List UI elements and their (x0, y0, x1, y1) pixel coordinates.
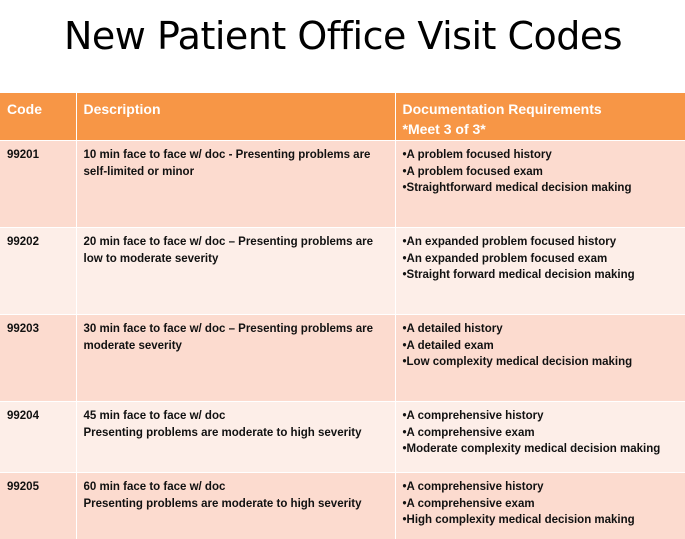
description-cell (76, 315, 395, 402)
requirement-item: •High complexity medical decision making (403, 512, 685, 529)
requirement-item: •An expanded problem focused exam (403, 251, 685, 268)
table-row (0, 402, 685, 473)
requirements-cell (395, 315, 685, 402)
header-description: Description (76, 93, 395, 141)
header-requirements-note: *Meet 3 of 3* (403, 119, 685, 139)
description-line: 30 min face to face w/ doc – Presenting problems are (84, 321, 395, 338)
requirements-cell (395, 228, 685, 315)
requirement-item: •A comprehensive exam (403, 496, 685, 513)
requirement-item: •A problem focused history (403, 147, 685, 164)
description-cell (76, 473, 395, 539)
header-requirements (395, 93, 685, 141)
table-row (0, 141, 685, 228)
description-line: low to moderate severity (84, 251, 395, 268)
requirement-item: •Low complexity medical decision making (403, 354, 685, 371)
requirement-item: •A detailed history (403, 321, 685, 338)
requirement-item: •Straight forward medical decision making (403, 267, 685, 284)
code-cell: 99201 (0, 141, 76, 228)
description-line: 45 min face to face w/ doc (84, 408, 395, 425)
requirement-item: •A comprehensive exam (403, 425, 685, 442)
code-cell: 99204 (0, 402, 76, 473)
header-requirements-title: Documentation Requirements (403, 99, 685, 119)
description-line: 60 min face to face w/ doc (84, 479, 395, 496)
table-row (0, 315, 685, 402)
table-row (0, 228, 685, 315)
requirement-item: •Straightforward medical decision making (403, 180, 685, 197)
code-cell: 99205 (0, 473, 76, 539)
requirement-item: •Moderate complexity medical decision making (403, 441, 685, 458)
requirement-item: •An expanded problem focused history (403, 234, 685, 251)
code-cell: 99203 (0, 315, 76, 402)
requirements-cell (395, 402, 685, 473)
description-cell (76, 228, 395, 315)
visit-codes-table (0, 93, 685, 539)
code-cell: 99202 (0, 228, 76, 315)
table-header-row (0, 93, 685, 141)
description-line: 10 min face to face w/ doc - Presenting problems are (84, 147, 395, 164)
requirement-item: •A problem focused exam (403, 164, 685, 181)
requirements-cell (395, 141, 685, 228)
description-line: moderate severity (84, 338, 395, 355)
requirement-item: •A comprehensive history (403, 479, 685, 496)
table-row (0, 473, 685, 539)
requirement-item: •A comprehensive history (403, 408, 685, 425)
description-line: Presenting problems are moderate to high severity (84, 496, 395, 513)
description-cell (76, 402, 395, 473)
description-line: self-limited or minor (84, 164, 395, 181)
requirements-cell (395, 473, 685, 539)
description-line: 20 min face to face w/ doc – Presenting problems are (84, 234, 395, 251)
header-code: Code (0, 93, 76, 141)
description-line: Presenting problems are moderate to high severity (84, 425, 395, 442)
requirement-item: •A detailed exam (403, 338, 685, 355)
page-title: New Patient Office Visit Codes (64, 14, 622, 58)
description-cell (76, 141, 395, 228)
